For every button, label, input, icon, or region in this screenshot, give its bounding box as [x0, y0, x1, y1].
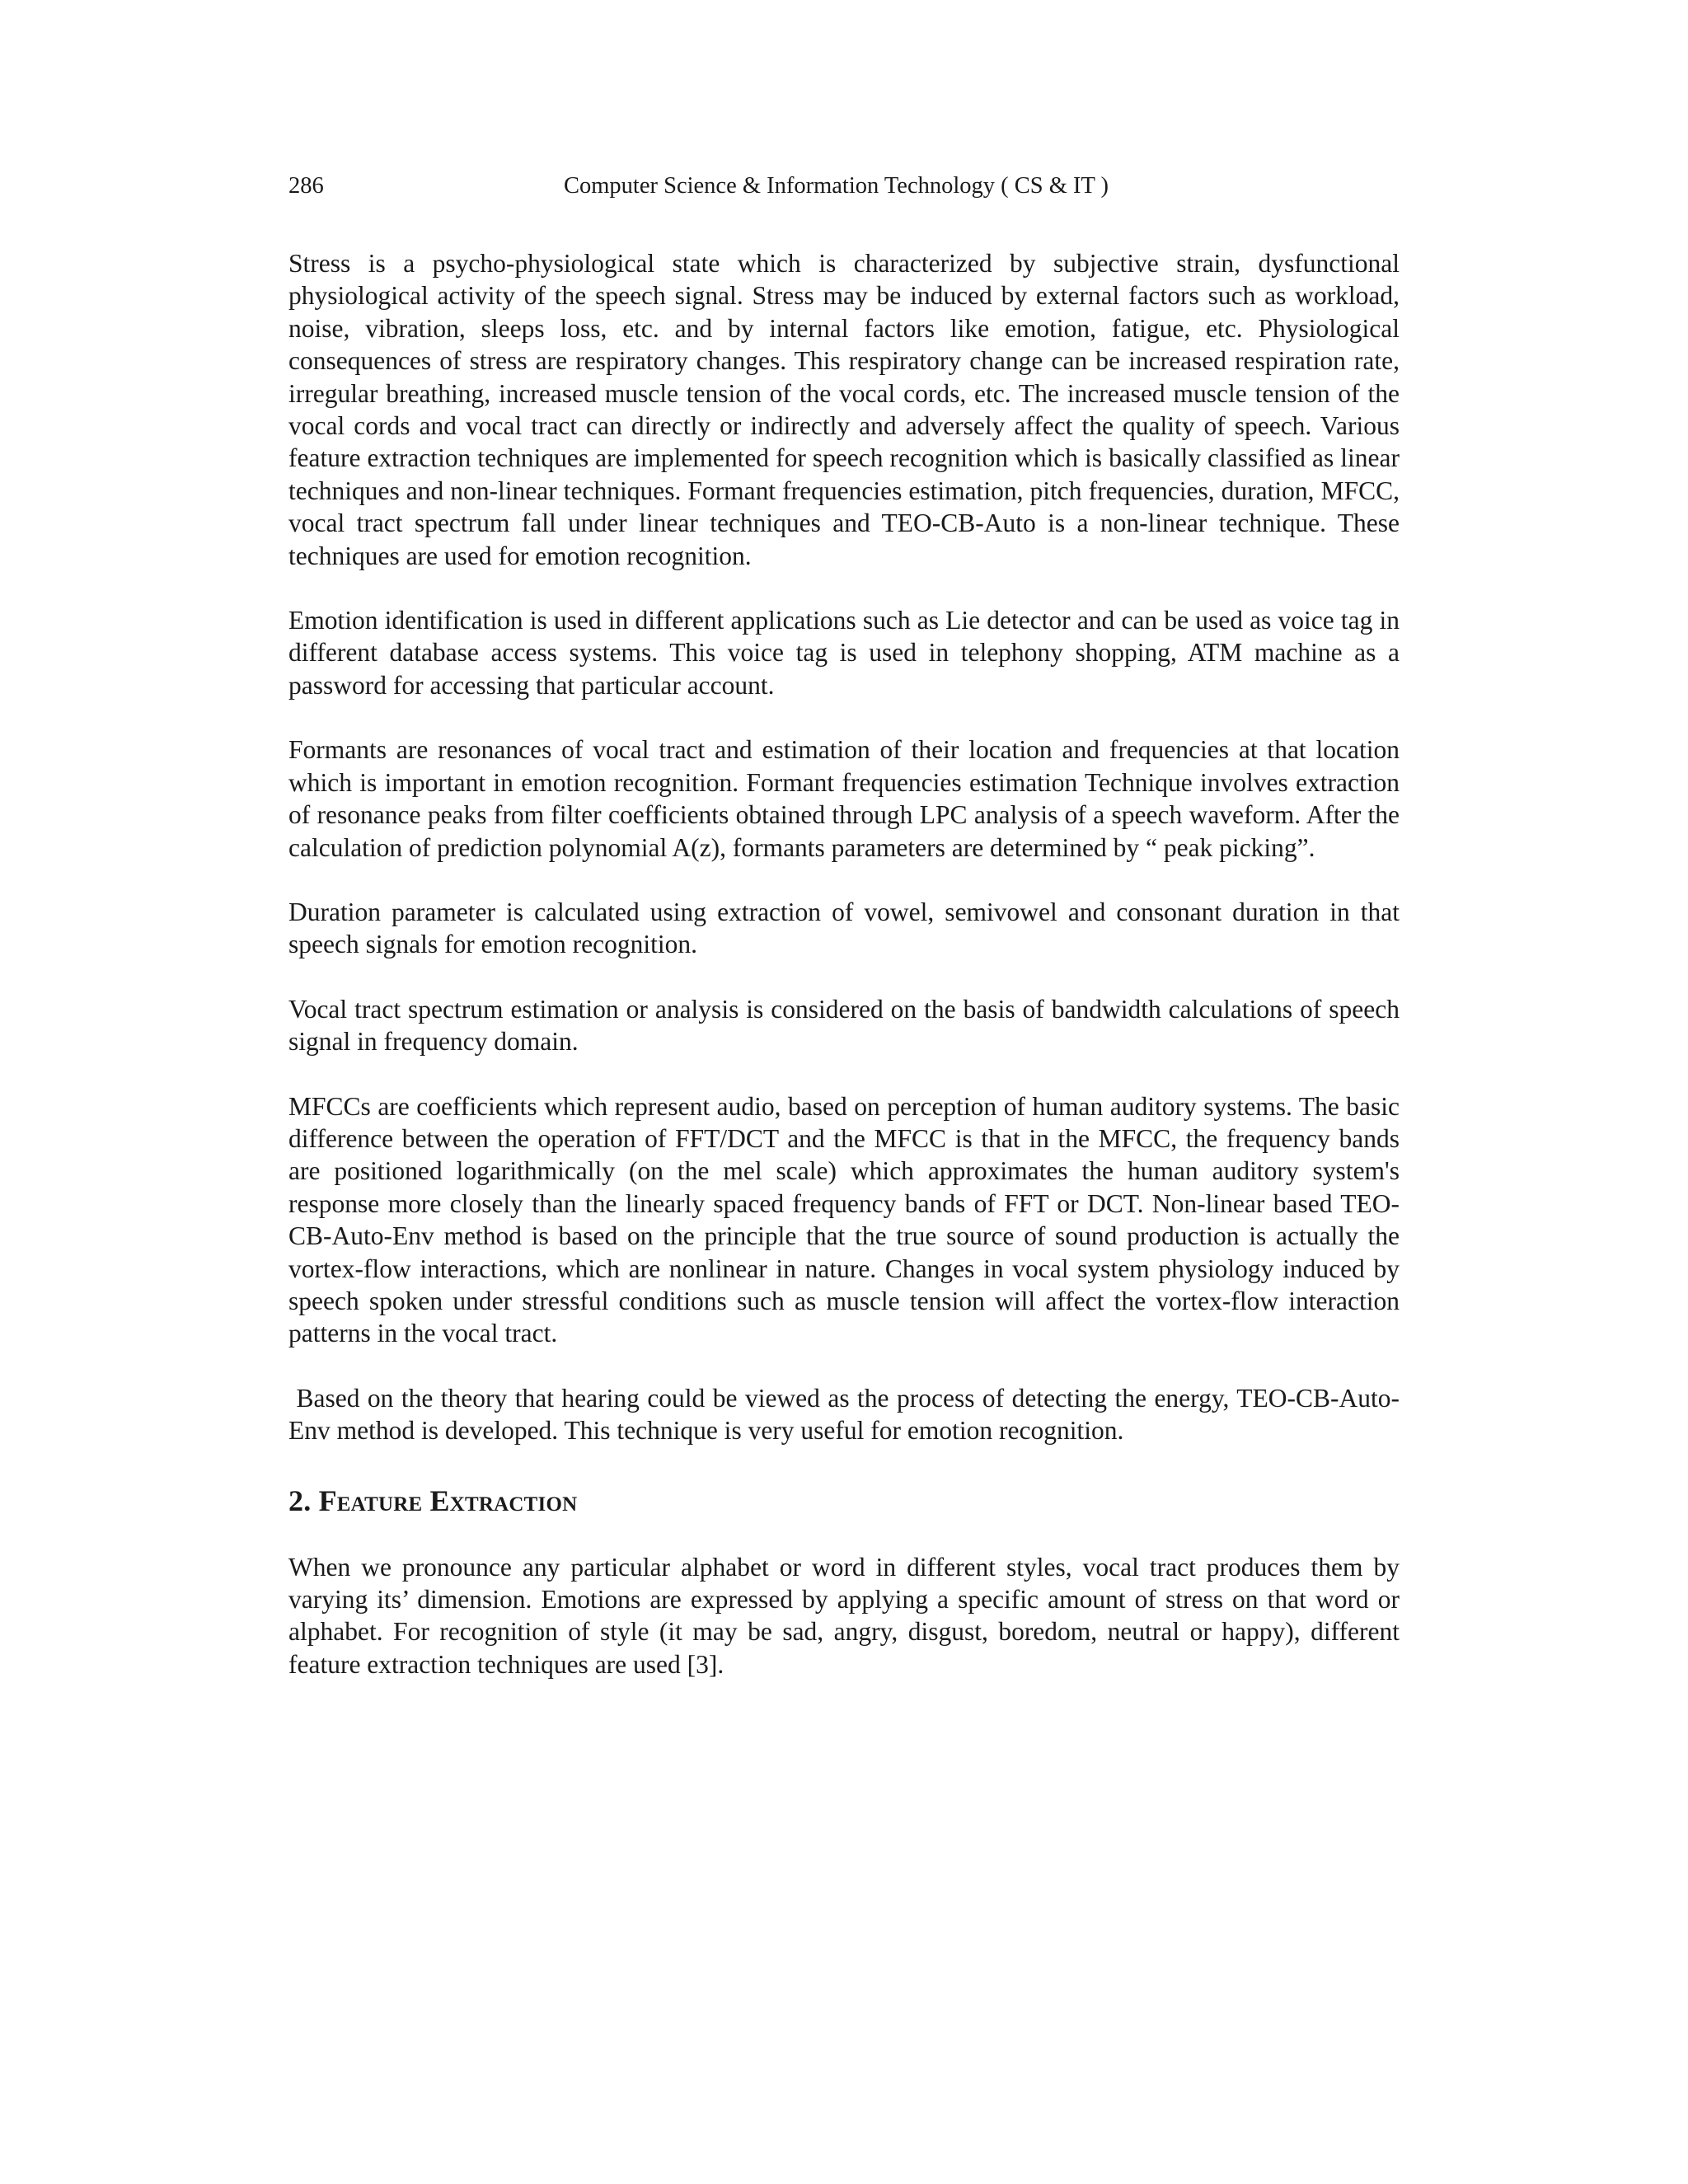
journal-title: Computer Science & Information Technology ( CS & IT ) [564, 173, 1109, 199]
paragraph-emotion-identification: Emotion identification is used in different applications such as Lie detector and can be used as voice tag in different database access systems. This voice tag is used in telephony shopping, ATM machine as a password for accessing that particular account. [288, 606, 1400, 700]
paragraph-mfcc: MFCCs are coefficients which represent audio, based on perception of human auditory systems. The basic difference between the operation of FFT/DCT and the MFCC is that in the MFCC, the frequency bands are positioned logarithmically (on the mel scale) which approximates the human auditory system's response more closely than the linearly spaced frequency bands of FFT or DCT. Non-linear based TEO-CB-Auto-Env method is based on the principle that the true source of sound production is actually the vortex-flow interactions, which are nonlinear in nature. Changes in vocal system physiology induced by speech spoken under stressful conditions such as muscle tension will affect the vortex-flow interaction patterns in the vocal tract. [288, 1091, 1400, 1348]
running-header [288, 170, 1400, 203]
paragraph-duration: Duration parameter is calculated using extraction of vowel, semivowel and consonant duration in that speech signals for emotion recognition. [288, 897, 1400, 959]
paragraph-formants: Formants are resonances of vocal tract and estimation of their location and frequencies at that location which is important in emotion recognition. Formant frequencies estimation Technique involves extraction of resonance peaks from filter coefficients obtained through LPC analysis of a speech waveform. After the calculation of prediction polynomial A(z), formants parameters are determined by “ peak picking”. [288, 735, 1400, 862]
section-heading [288, 1482, 1400, 1520]
section-title: Feature Extraction [318, 1483, 578, 1517]
paragraph-vocal-tract-spectrum: Vocal tract spectrum estimation or analysis is considered on the basis of bandwidth calculations of speech signal in frequency domain. [288, 994, 1400, 1057]
paragraph-teo-cb-auto-env: Based on the theory that hearing could be viewed as the process of detecting the energy, TEO-CB-Auto-Env method is developed. This technique is very useful for emotion recognition. [288, 1383, 1400, 1446]
paragraph-feature-extraction: When we pronounce any particular alphabet or word in different styles, vocal tract produces them by varying its’ dimension. Emotions are expressed by applying a specific amount of stress on that word or alphabet. For recognition of style (it may be sad, angry, disgust, boredom, neutral or happy), different feature extraction techniques are used [3]. [288, 1552, 1400, 1679]
page-number: 286 [288, 173, 324, 199]
section-number: 2. [288, 1483, 312, 1517]
paragraph-stress-definition: Stress is a psycho-physiological state which is characterized by subjective strain, dysfunctional physiological activity of the speech signal. Stress may be induced by external factors such as workload, noise, vibration, sleeps loss, etc. and by internal factors like emotion, fatigue, etc. Physiological consequences of stress are respiratory changes. This respiratory change can be increased respiration rate, irregular breathing, increased muscle tension of the vocal cords, etc. The increased muscle tension of the vocal cords and vocal tract can directly or indirectly and adversely affect the quality of speech. Various feature extraction techniques are implemented for speech recognition which is basically classified as linear techniques and non-linear techniques. Formant frequencies estimation, pitch frequencies, duration, MFCC, vocal tract spectrum fall under linear techniques and TEO-CB-Auto is a non-linear technique. These techniques are used for emotion recognition. [288, 249, 1400, 570]
body-text [288, 247, 1400, 1713]
